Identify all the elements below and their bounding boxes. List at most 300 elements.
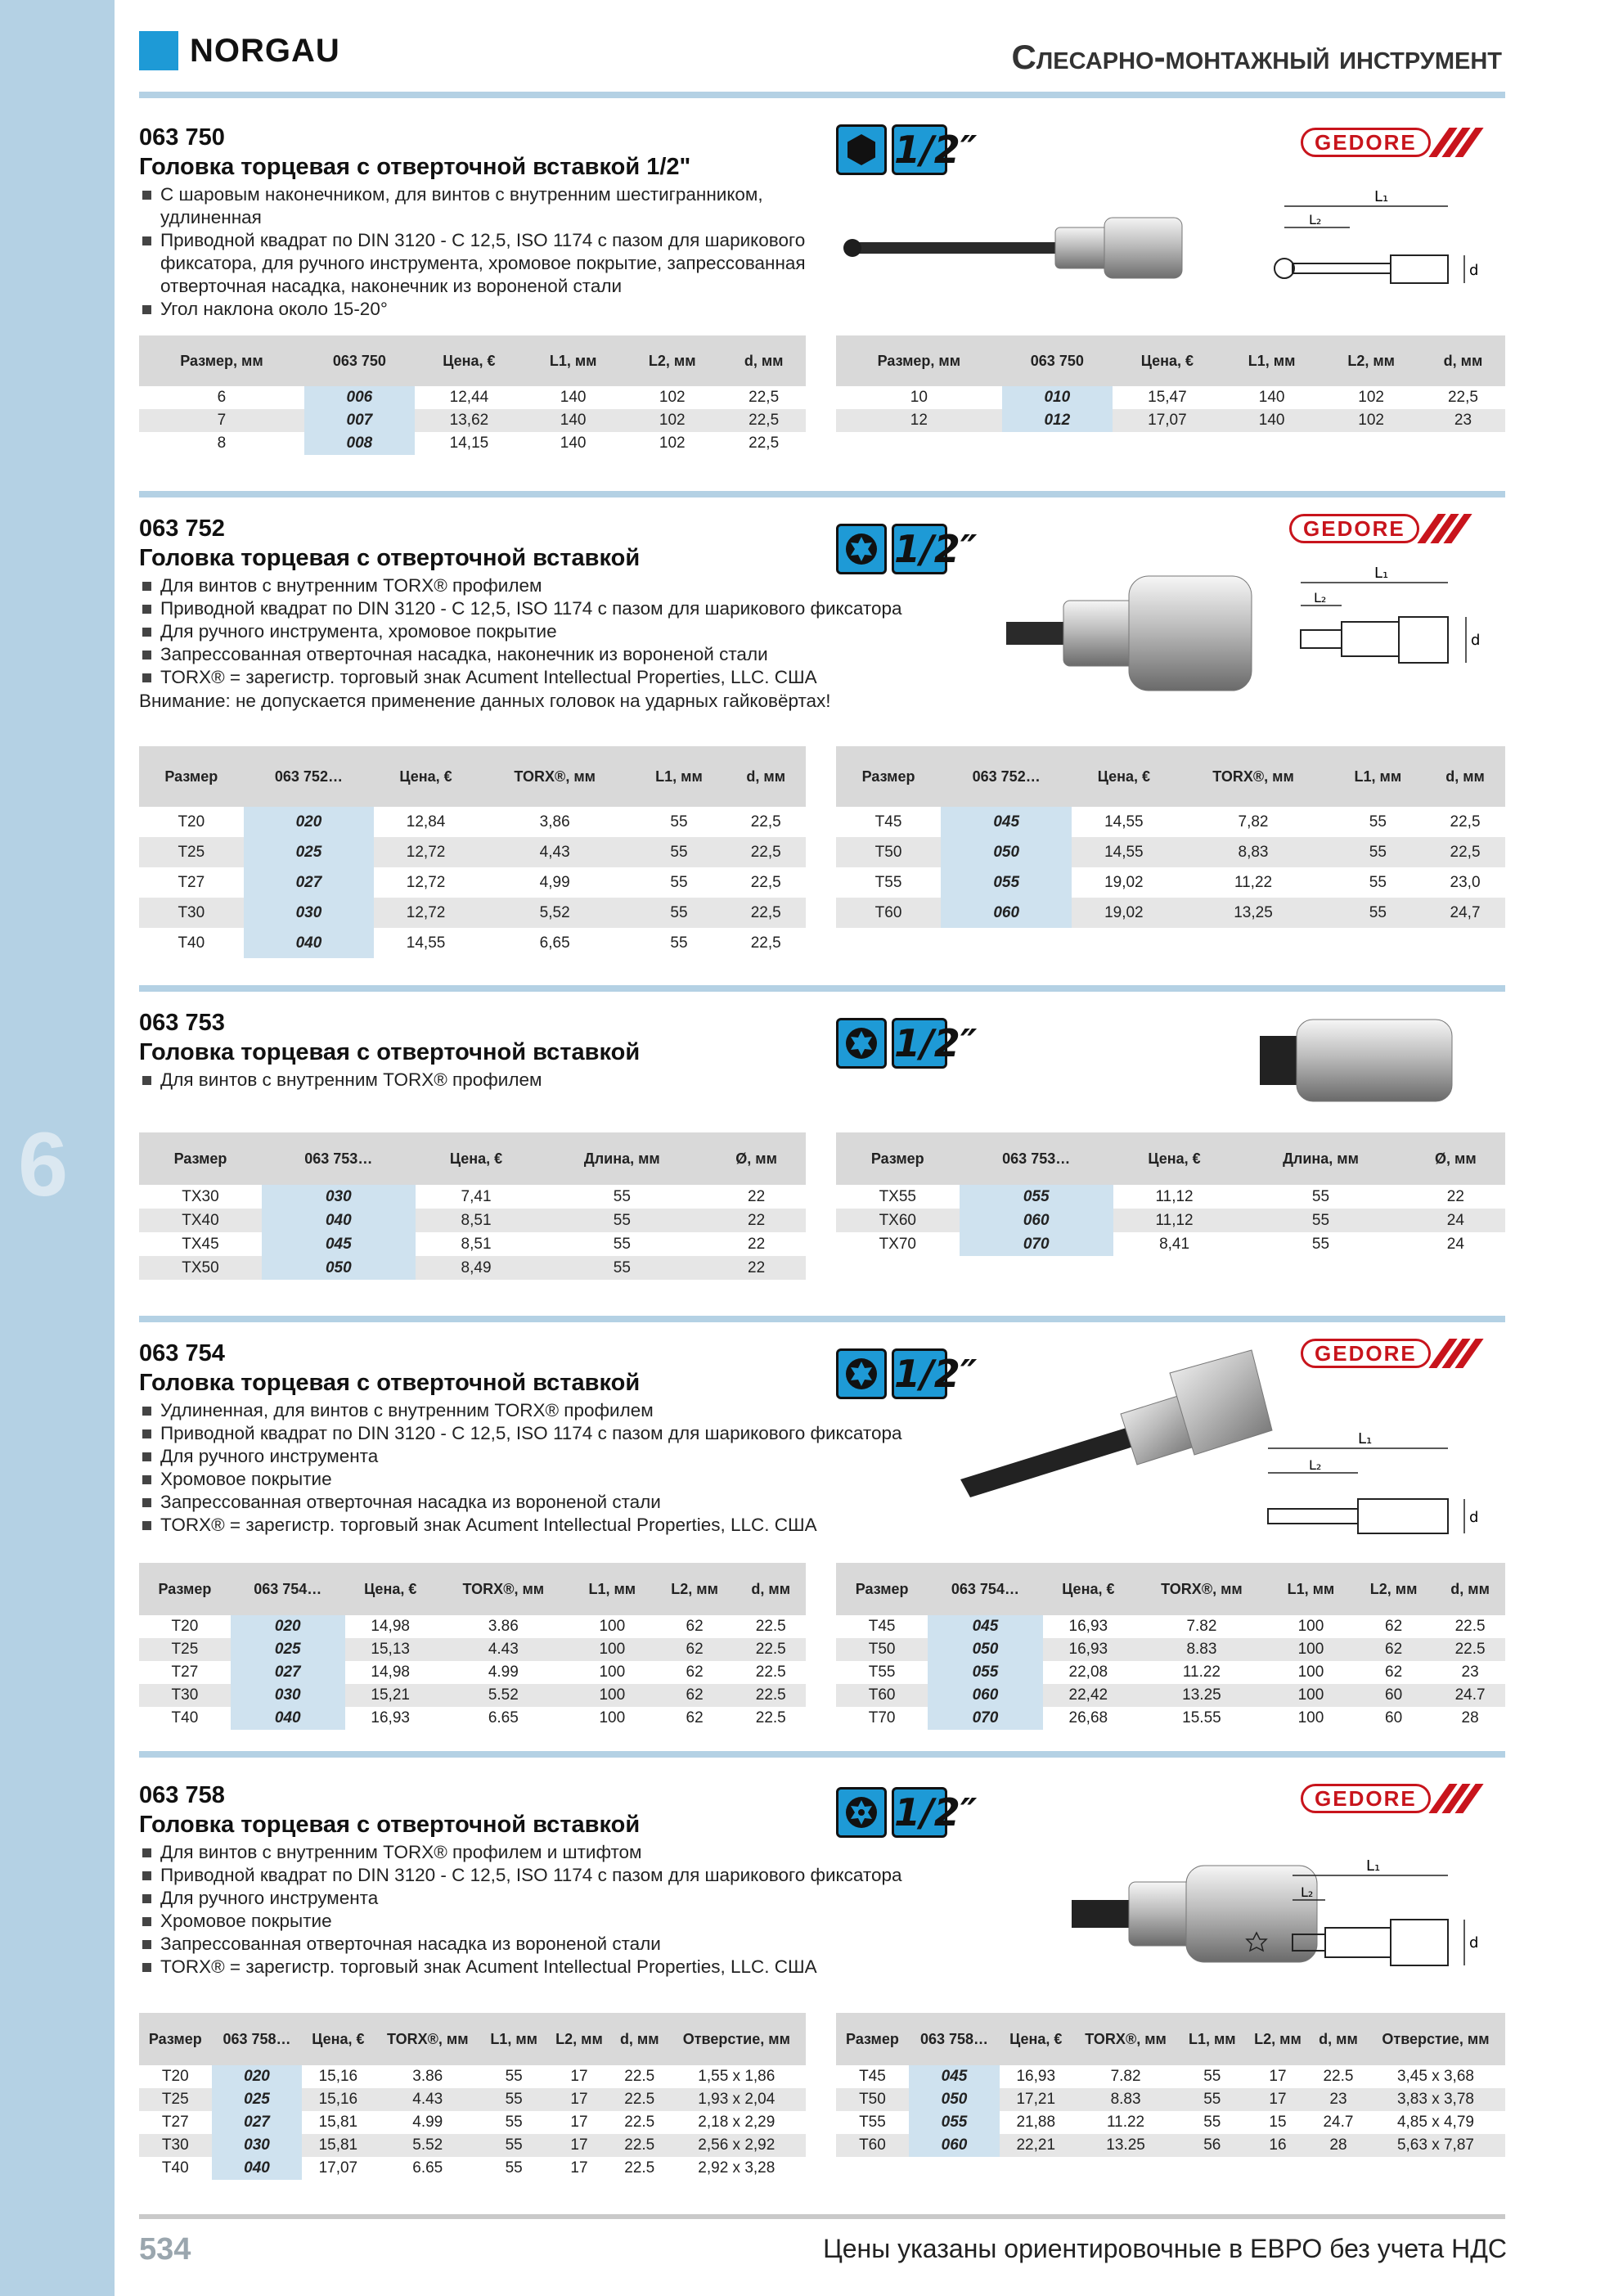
cell-price: 26,68 [1068, 1709, 1108, 1727]
drive-half-inch-icon: 1/2″ [892, 1348, 947, 1399]
col-header: TORX®, мм [478, 746, 632, 807]
section-divider [139, 985, 1505, 992]
col-header: L2, мм [1245, 2013, 1311, 2065]
cell-value: 22.5 [624, 2068, 655, 2085]
col-header: d, мм [726, 746, 806, 807]
cell-value: 102 [659, 434, 686, 452]
cell-value: 3,83 x 3,78 [1366, 2088, 1505, 2111]
col-header: L1, мм [1331, 746, 1425, 807]
cell-value: 22 [1446, 1187, 1464, 1205]
cell-value: 2,92 x 3,28 [698, 2159, 776, 2177]
col-header: 063 750 [1002, 335, 1113, 386]
col-header: 063 752… [244, 746, 375, 807]
gedore-logo-text: GEDORE [1301, 128, 1431, 157]
cell-price: 12,44 [449, 389, 489, 406]
table-row [139, 1707, 806, 1730]
footer-note: Цены указаны ориентировочные в ЕВРО без учета НДС [823, 2234, 1507, 2263]
table-row [836, 867, 1505, 898]
col-header: TORX®, мм [1134, 1563, 1270, 1615]
product-code: 063 753 [139, 1010, 225, 1036]
torx-icon [836, 524, 887, 574]
gedore-logo-text: GEDORE [1301, 1339, 1431, 1368]
cell-code: 025 [244, 837, 375, 867]
cell-code: 045 [262, 1232, 416, 1256]
cell-price: 14,55 [1104, 813, 1144, 831]
price-table-right [836, 746, 1505, 928]
cell-price: 11,12 [1113, 1209, 1235, 1232]
table-row [836, 837, 1505, 867]
cell-value: 2,18 x 2,29 [698, 2114, 776, 2131]
feature-item: TORX® = зарегистр. торговый знак Acument Intellectual Properties, LLC. США [139, 1956, 957, 1979]
col-header: Цена, € [1113, 1132, 1235, 1185]
cell-value: 62 [1385, 1618, 1403, 1635]
cell-value: 55 [481, 2088, 546, 2111]
cell-value: 55 [505, 2068, 523, 2085]
cell-code: 045 [941, 807, 1072, 837]
table-row [836, 1707, 1505, 1730]
price-table-left [139, 746, 806, 958]
feature-item: TORX® = зарегистр. торговый знак Acument Intellectual Properties, LLC. США [139, 1514, 957, 1537]
cell-size: T27 [178, 873, 205, 891]
cell-value: 6,65 [539, 934, 570, 952]
product-title: Головка торцевая с отверточной вставкой [139, 1812, 641, 1838]
col-header: Ø, мм [707, 1132, 806, 1185]
cell-code: 050 [941, 837, 1072, 867]
cell-size: T27 [161, 2114, 189, 2131]
col-header: Длина, мм [537, 1132, 707, 1185]
col-header: 063 758… [909, 2013, 1000, 2065]
svg-text:L₁: L₁ [1374, 188, 1389, 205]
svg-text:L₁: L₁ [1358, 1430, 1373, 1447]
feature-item: С шаровым наконечником, для винтов с внутренним шестигранником, удлиненная [139, 183, 826, 229]
cell-value: 24 [1446, 1235, 1464, 1253]
cell-value: 22 [707, 1209, 806, 1232]
cell-value: 22,5 [749, 434, 780, 452]
cell-value: 22 [707, 1256, 806, 1280]
cell-value: 22,5 [722, 409, 806, 432]
feature-item: Для винтов с внутренним TORX® профилем и штифтом [139, 1841, 957, 1864]
col-header: 063 758… [212, 2013, 303, 2065]
feature-item: Угол наклона около 15-20° [139, 298, 826, 321]
feature-item: Приводной квадрат по DIN 3120 - C 12,5, ISO 1174 с пазом для шарикового фиксатора [139, 1422, 957, 1445]
price-table-right [836, 1563, 1505, 1730]
cell-value: 23,0 [1450, 873, 1481, 891]
torx-icon [836, 1348, 887, 1399]
cell-value: 22.5 [755, 1618, 786, 1635]
col-header: Цена, € [416, 1132, 537, 1185]
cell-code: 040 [212, 2157, 303, 2180]
cell-value: 22.5 [755, 1709, 786, 1727]
col-header: 063 754… [928, 1563, 1042, 1615]
col-header: d, мм [1425, 746, 1505, 807]
cell-price: 17,07 [318, 2159, 358, 2177]
cell-value: 6.65 [412, 2159, 443, 2177]
cell-code: 027 [231, 1661, 345, 1684]
feature-list [139, 574, 957, 689]
cell-size: TX70 [879, 1235, 916, 1253]
cell-value: 22.5 [612, 2134, 668, 2157]
cell-value: 22 [748, 1187, 766, 1205]
cell-value: 55 [1331, 837, 1425, 867]
price-table-left [139, 335, 806, 455]
col-header: Ø, мм [1406, 1132, 1505, 1185]
table-row [836, 1638, 1505, 1661]
cell-value: 17 [546, 2088, 612, 2111]
cell-price: 15,21 [345, 1684, 436, 1707]
cell-value: 22,5 [726, 898, 806, 928]
cell-code: 055 [928, 1661, 1042, 1684]
cell-size: T45 [859, 2068, 886, 2085]
cell-size: T45 [874, 813, 902, 831]
cell-size: T20 [161, 2068, 189, 2085]
cell-price: 14,55 [1072, 837, 1176, 867]
col-header: L1, мм [1270, 1563, 1352, 1615]
cell-code: 020 [231, 1615, 345, 1638]
cell-price: 15,47 [1148, 389, 1187, 406]
feature-item: Запрессованная отверточная насадка, наконечник из вороненой стали [139, 643, 957, 666]
cell-price: 8,51 [416, 1209, 537, 1232]
table-row [139, 1209, 806, 1232]
cell-price: 17,21 [1000, 2088, 1072, 2111]
cell-value: 55 [632, 898, 726, 928]
cell-value: 5.52 [436, 1684, 571, 1707]
svg-text:d: d [1469, 1509, 1479, 1526]
col-header: L2, мм [1352, 1563, 1435, 1615]
feature-item: TORX® = зарегистр. торговый знак Acument Intellectual Properties, LLC. США [139, 666, 957, 689]
svg-text:d: d [1469, 1934, 1479, 1952]
col-header: Размер [836, 1563, 928, 1615]
cell-size: T50 [836, 1638, 928, 1661]
col-header: TORX®, мм [1176, 746, 1330, 807]
gedore-logo-text: GEDORE [1289, 514, 1419, 543]
cell-size: T50 [836, 837, 941, 867]
cell-value: 4,85 x 4,79 [1396, 2114, 1474, 2131]
drive-half-inch-icon: 1/2″ [892, 524, 947, 574]
torx-pin-icon [836, 1787, 887, 1838]
col-header: 063 753… [960, 1132, 1113, 1185]
table-row [836, 898, 1505, 928]
product-code: 063 758 [139, 1782, 225, 1808]
cell-size: T25 [139, 1638, 231, 1661]
col-header: L1, мм [1222, 335, 1322, 386]
cell-value: 24 [1406, 1209, 1505, 1232]
feature-item: Для ручного инструмента [139, 1445, 957, 1468]
cell-value: 100 [1297, 1618, 1324, 1635]
cell-value: 23 [1311, 2088, 1366, 2111]
cell-size: 8 [217, 434, 227, 452]
cell-value: 62 [686, 1618, 704, 1635]
cell-price: 15,16 [302, 2088, 374, 2111]
cell-price: 14,98 [371, 1663, 410, 1681]
feature-list [139, 1069, 826, 1092]
cell-value: 8,83 [1176, 837, 1330, 867]
cell-price: 15,81 [302, 2134, 374, 2157]
cell-code: 070 [928, 1707, 1042, 1730]
cell-code: 055 [960, 1185, 1113, 1209]
cell-code: 020 [244, 807, 375, 837]
col-header: 063 753… [262, 1132, 416, 1185]
cell-size: T40 [161, 2159, 189, 2177]
feature-list [139, 1399, 957, 1537]
cell-size: T30 [139, 898, 244, 928]
dimension-drawing [1252, 187, 1489, 309]
product-photo [998, 565, 1260, 704]
cell-value: 22,5 [749, 389, 780, 406]
col-header: Размер [139, 1563, 231, 1615]
col-header: L1, мм [632, 746, 726, 807]
col-header: 063 750 [304, 335, 415, 386]
col-header: Цена, € [1072, 746, 1176, 807]
table-row [139, 1661, 806, 1684]
cell-value: 140 [1222, 409, 1322, 432]
cell-value: 22 [748, 1235, 766, 1253]
page-number: 534 [139, 2232, 191, 2267]
cell-value: 22,5 [1450, 813, 1481, 831]
cell-value: 55 [505, 2114, 523, 2131]
cell-code: 045 [928, 1615, 1042, 1638]
col-header: Размер [836, 746, 941, 807]
svg-text:L₂: L₂ [1309, 1457, 1322, 1473]
cell-value: 13,25 [1176, 898, 1330, 928]
chapter-number: 6 [18, 1114, 69, 1215]
cell-code: 006 [304, 386, 415, 409]
col-header: 063 754… [231, 1563, 345, 1615]
cell-value: 4,99 [539, 873, 570, 891]
cell-value: 140 [1258, 389, 1285, 406]
table-row [139, 2111, 806, 2134]
table-row [139, 1256, 806, 1280]
drive-half-inch-icon: 1/2″ [892, 1018, 947, 1069]
cell-size: T55 [874, 873, 902, 891]
col-header: L2, мм [546, 2013, 612, 2065]
cell-price: 15,81 [318, 2114, 358, 2131]
cell-value: 22.5 [624, 2114, 655, 2131]
brand-name: NORGAU [190, 32, 340, 69]
feature-item: Для ручного инструмента, хромовое покрытие [139, 620, 957, 643]
svg-text:L₂: L₂ [1309, 212, 1322, 227]
col-header: Размер [139, 2013, 212, 2065]
torx-icon [836, 1018, 887, 1069]
cell-value: 22,5 [750, 873, 781, 891]
footer-divider [139, 2214, 1505, 2219]
col-header: L1, мм [1180, 2013, 1245, 2065]
gedore-logo-text: GEDORE [1301, 1784, 1431, 1813]
cell-size: 10 [910, 389, 928, 406]
cell-size: TX45 [182, 1235, 219, 1253]
feature-item: Хромовое покрытие [139, 1910, 957, 1933]
cell-value: 5,52 [478, 898, 632, 928]
cell-code: 060 [928, 1684, 1042, 1707]
cell-value: 102 [1321, 409, 1421, 432]
cell-value: 13.25 [1134, 1684, 1270, 1707]
cell-value: 22,5 [750, 813, 781, 831]
col-header: Размер [139, 746, 244, 807]
product-section-063750 [139, 121, 1505, 481]
cell-value: 140 [560, 434, 587, 452]
cell-price: 12,72 [374, 837, 478, 867]
table-row [836, 1232, 1505, 1256]
col-header: L1, мм [524, 335, 623, 386]
table-row [836, 2088, 1505, 2111]
cell-value: 100 [1297, 1709, 1324, 1727]
gedore-logo [1301, 1781, 1497, 1817]
cell-value: 11.22 [1106, 2114, 1145, 2131]
cell-value: 22.5 [1323, 2068, 1354, 2085]
product-code: 063 752 [139, 515, 225, 542]
cell-price: 11,12 [1155, 1187, 1194, 1205]
col-header: d, мм [1435, 1563, 1505, 1615]
table-row [139, 1232, 806, 1256]
table-row [139, 2088, 806, 2111]
feature-item: Приводной квадрат по DIN 3120 - C 12,5, ISO 1174 с пазом для шарикового фиксатора [139, 1864, 957, 1887]
cell-value: 6.65 [488, 1709, 519, 1727]
chapter-sidebar [0, 0, 115, 2296]
cell-value: 15.55 [1182, 1709, 1221, 1727]
cell-value: 62 [654, 1638, 736, 1661]
cell-value: 140 [560, 389, 587, 406]
col-header: Размер, мм [836, 335, 1002, 386]
cell-code: 025 [212, 2088, 303, 2111]
cell-code: 030 [231, 1684, 345, 1707]
cell-size: T60 [836, 898, 941, 928]
cell-value: 22.5 [612, 2088, 668, 2111]
cell-value: 17 [570, 2114, 588, 2131]
feature-list [139, 183, 826, 321]
table-row [139, 1638, 806, 1661]
cell-value: 55 [670, 934, 688, 952]
price-table-right [836, 2013, 1505, 2157]
cell-value: 22,5 [1425, 837, 1505, 867]
cell-value: 17 [1269, 2068, 1287, 2085]
cell-value: 4.99 [488, 1663, 519, 1681]
cell-value: 2,56 x 2,92 [668, 2134, 806, 2157]
cell-size: 7 [139, 409, 304, 432]
cell-value: 24,7 [1425, 898, 1505, 928]
cell-value: 55 [613, 1235, 631, 1253]
product-title: Головка торцевая с отверточной вставкой [139, 545, 641, 571]
cell-size: TX30 [182, 1187, 219, 1205]
svg-text:d: d [1469, 262, 1479, 279]
cell-value: 100 [1270, 1684, 1352, 1707]
svg-text:d: d [1471, 632, 1481, 649]
table-row [139, 2157, 806, 2180]
col-header: Цена, € [1113, 335, 1222, 386]
cell-size: TX40 [139, 1209, 262, 1232]
col-header: Отверстие, мм [668, 2013, 806, 2065]
product-title: Головка торцевая с отверточной вставкой 1/2" [139, 154, 691, 180]
cell-price: 15,16 [318, 2068, 358, 2085]
col-header: d, мм [736, 1563, 807, 1615]
col-header: Размер, мм [139, 335, 304, 386]
table-row [139, 867, 806, 898]
cell-value: 100 [1270, 1638, 1352, 1661]
gedore-logo [1289, 511, 1486, 547]
table-row [139, 1684, 806, 1707]
cell-value: 3.86 [412, 2068, 443, 2085]
col-header: L2, мм [1321, 335, 1421, 386]
brand-logo-square [139, 31, 178, 70]
gedore-logo [1301, 124, 1497, 160]
table-row [836, 1209, 1505, 1232]
product-section-063753 [139, 985, 1505, 1304]
col-header: Цена, € [415, 335, 524, 386]
cell-value: 62 [686, 1663, 704, 1681]
table-row [139, 2134, 806, 2157]
cell-value: 5.52 [374, 2134, 481, 2157]
cell-size: T45 [868, 1618, 896, 1635]
table-row [139, 2065, 806, 2088]
cell-price: 12,84 [406, 813, 446, 831]
table-row [836, 807, 1505, 837]
table-row [139, 1185, 806, 1209]
dimension-drawing [1284, 565, 1513, 679]
cell-code: 008 [304, 432, 415, 455]
cell-value: 55 [1369, 873, 1387, 891]
cell-value: 1,55 x 1,86 [698, 2068, 776, 2085]
hex-socket-icon [836, 124, 887, 175]
cell-price: 12,72 [406, 873, 446, 891]
price-table-left [139, 1132, 806, 1280]
cell-code: 040 [244, 928, 375, 958]
cell-code: 012 [1002, 409, 1113, 432]
cell-code: 060 [960, 1209, 1113, 1232]
table-row [139, 807, 806, 837]
table-row [836, 409, 1505, 432]
cell-size: T40 [178, 934, 205, 952]
feature-item: Для ручного инструмента [139, 1887, 957, 1910]
cell-value: 17 [570, 2159, 588, 2177]
cell-code: 050 [262, 1256, 416, 1280]
col-header: L1, мм [481, 2013, 546, 2065]
product-title: Головка торцевая с отверточной вставкой [139, 1370, 641, 1396]
cell-value: 55 [537, 1256, 707, 1280]
feature-item: Хромовое покрытие [139, 1468, 957, 1491]
cell-price: 16,93 [1016, 2068, 1056, 2085]
cell-size: T40 [171, 1709, 199, 1727]
table-row [139, 837, 806, 867]
cell-value: 8.83 [1072, 2088, 1179, 2111]
cell-value: 55 [1369, 813, 1387, 831]
cell-code: 030 [262, 1185, 416, 1209]
table-row [139, 928, 806, 958]
cell-value: 55 [1311, 1187, 1330, 1205]
price-table-left [139, 2013, 806, 2180]
cell-value: 22.5 [736, 1684, 807, 1707]
warning-note: Внимание: не допускается применение данных головок на ударных гайковёртах! [139, 691, 831, 711]
section-divider [139, 491, 1505, 497]
cell-size: T50 [836, 2088, 909, 2111]
cell-value: 62 [686, 1709, 704, 1727]
cell-price: 8,41 [1159, 1235, 1190, 1253]
col-header: Размер [836, 2013, 909, 2065]
col-header: Цена, € [374, 746, 478, 807]
cell-value: 22.5 [624, 2159, 655, 2177]
cell-price: 19,02 [1072, 898, 1176, 928]
product-photo [1252, 1011, 1464, 1110]
cell-value: 55 [670, 813, 688, 831]
table-row [836, 2134, 1505, 2157]
drive-half-inch-icon: 1/2″ [892, 124, 947, 175]
feature-item: Запрессованная отверточная насадка из вороненой стали [139, 1933, 957, 1956]
cell-code: 027 [244, 867, 375, 898]
cell-value: 55 [1180, 2088, 1245, 2111]
price-table-right [836, 1132, 1505, 1256]
col-header: d, мм [612, 2013, 668, 2065]
cell-size: T55 [868, 1663, 896, 1681]
gedore-logo [1301, 1335, 1497, 1371]
cell-price: 12,72 [374, 898, 478, 928]
col-header: Отверстие, мм [1366, 2013, 1505, 2065]
